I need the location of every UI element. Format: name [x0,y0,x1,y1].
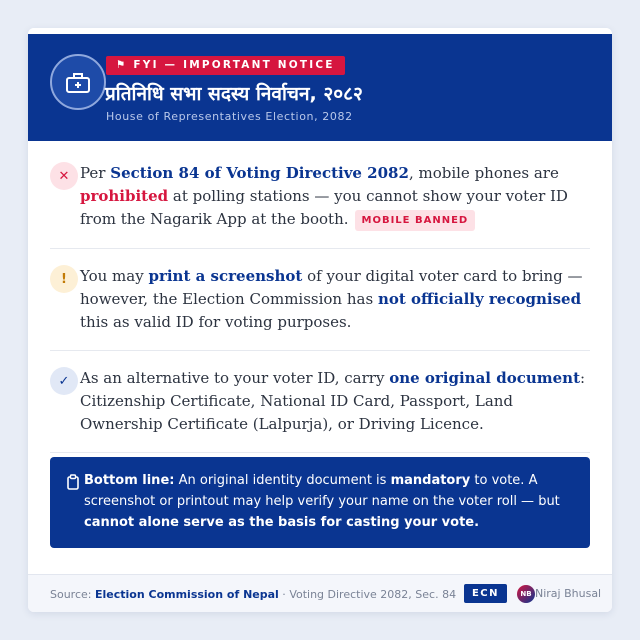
divider [50,452,590,453]
warning-icon: ! [50,265,78,293]
notice-item-screenshot [50,265,590,337]
notice-header [28,34,612,141]
source-organization: Election Commission of Nepal [94,588,279,601]
screenshot-emphasis: print a screenshot [148,267,303,285]
divider [50,248,590,249]
text-segment: You may [80,267,149,285]
text-segment: this as valid ID for voting purposes. [80,313,352,331]
notice-item-text [80,367,590,436]
notice-item-text [80,162,590,231]
notice-item-mobile-ban [50,162,590,238]
notice-label: FYI — IMPORTANT NOTICE [133,59,335,71]
clipboard-icon [66,474,80,494]
text-segment: As an alternative to your voter ID, carry [80,369,390,387]
notice-card [28,28,612,612]
mandatory-emphasis: mandatory [390,473,471,488]
page-subtitle-english: House of Representatives Election, 2082 [106,110,353,123]
notice-item-alternative-document [50,367,590,439]
source-reference: Voting Directive 2082, Sec. 84 [289,588,457,601]
author-avatar: NB [517,585,535,603]
original-document-emphasis: one original document [389,369,580,387]
conclusion-emphasis: cannot alone serve as the basis for casting your vote. [84,515,480,530]
text-segment: of your digital voter card to bring — however, the Election Commission has [80,267,583,308]
source-line [50,588,456,601]
notice-label-badge [106,56,345,75]
ballot-box-icon [50,54,106,110]
bottom-line-text [84,470,574,533]
bottom-line-box [50,457,590,548]
author-name: Niraj Bhusal [535,587,602,600]
ecn-badge: ECN [464,584,507,603]
not-recognised-emphasis: not officially recognised [377,290,582,308]
text-segment: at polling stations — you cannot show your voter ID from the Nagarik App at the booth. [80,187,568,228]
text-segment: An original identity document is [174,473,391,488]
prohibited-emphasis: prohibited [80,187,169,205]
separator: · [278,588,290,601]
check-icon: ✓ [50,367,78,395]
divider [50,350,590,351]
source-label: Source: [50,588,95,601]
text-segment: to vote. A screenshot or printout may help verify your name on the voter roll — but [84,473,560,509]
notice-item-text [80,265,590,334]
mobile-banned-tag: MOBILE BANNED [355,210,476,231]
text-segment: : Citizenship Certificate, National ID Card, Passport, Land Ownership Certificate (Lalpurja), or Driving Licence. [80,369,586,433]
cross-icon: ✕ [50,162,78,190]
text-segment: , mobile phones are [408,164,559,182]
text-segment: Per [80,164,111,182]
directive-reference: Section 84 of Voting Directive 2082 [110,164,409,182]
page-title-nepali: प्रतिनिधि सभा सदस्य निर्वाचन, २०८२ [105,83,363,105]
bottom-line-label: Bottom line: [84,473,175,488]
flag-icon: ⚑ [116,59,126,71]
card-footer [28,574,612,612]
